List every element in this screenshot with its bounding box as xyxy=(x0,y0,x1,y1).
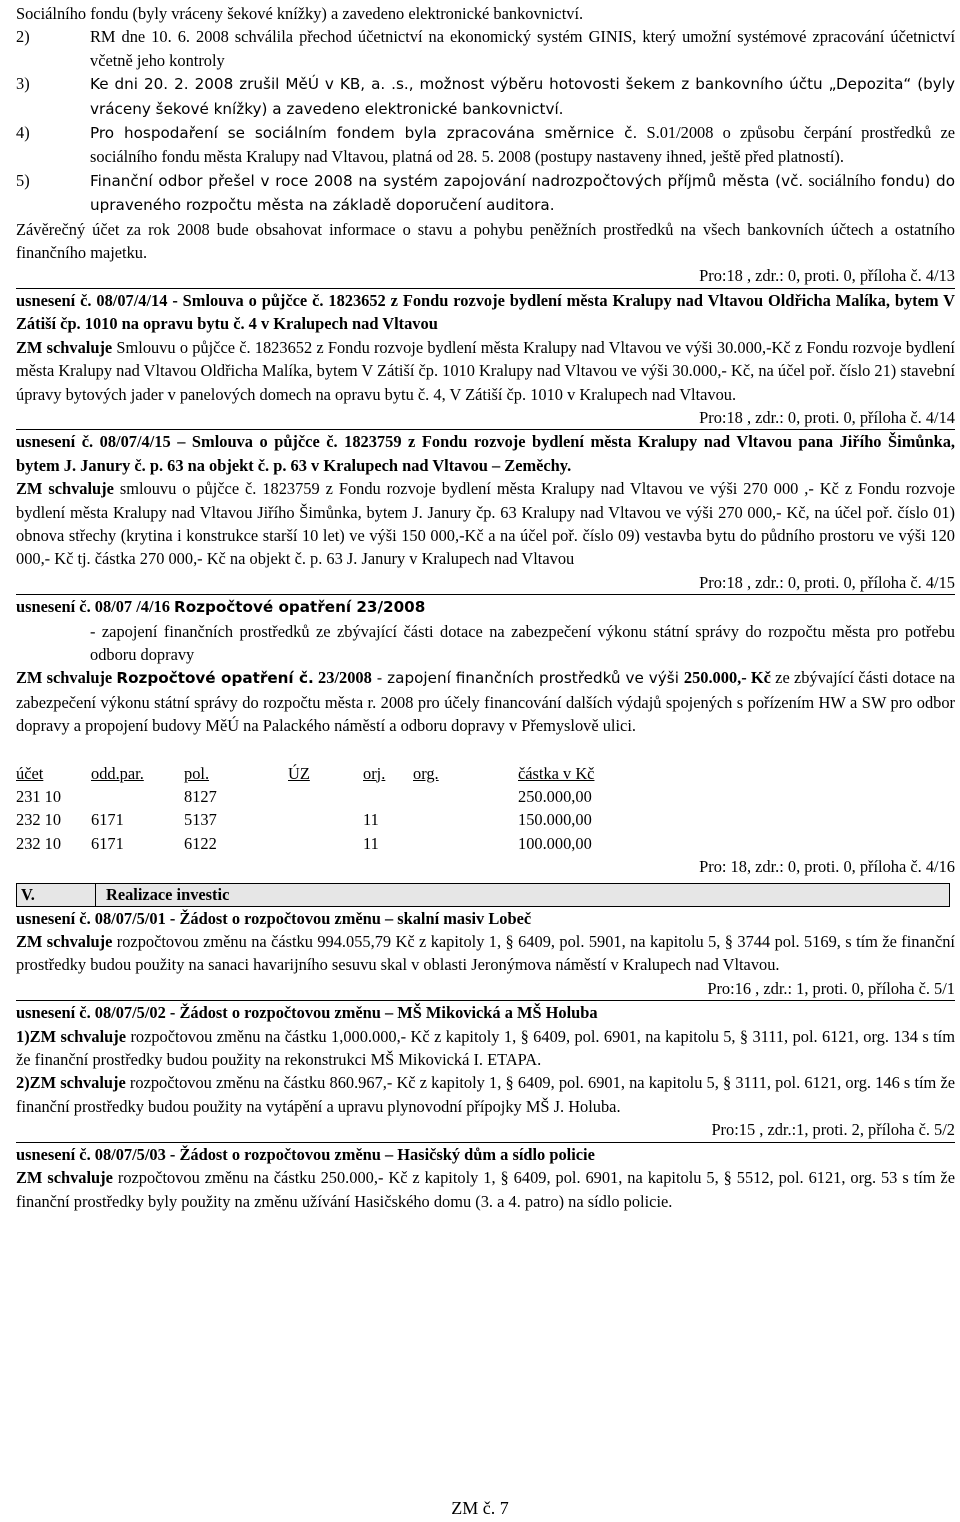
approval-label: 2)ZM schvaluje xyxy=(16,1073,126,1093)
resolution-heading: usnesení č. 08/07/5/01 - Žádost o rozpočtovou změnu – skalní masiv Lobeč xyxy=(16,908,532,928)
table-cell xyxy=(288,832,363,855)
table-cell: 6171 xyxy=(91,810,124,830)
table-header: odd.par. xyxy=(91,763,144,783)
list-item-3 xyxy=(16,72,955,121)
table-cell: 232 10 xyxy=(16,810,62,830)
table-row xyxy=(16,832,638,855)
resolution-text xyxy=(16,1166,955,1213)
vote-result: Pro:18 , zdr.: 0, proti. 0, příloha č. 4/15 xyxy=(699,572,955,592)
list-text: sociálního xyxy=(803,170,876,190)
list-number: 2) xyxy=(16,27,30,47)
resolution-body: - zapojení finančních prostředků ve výši xyxy=(371,669,684,688)
list-item-2 xyxy=(16,25,955,72)
table-cell: 150.000,00 xyxy=(518,810,592,830)
list-number: 3) xyxy=(16,74,30,94)
list-number: 5) xyxy=(16,170,30,190)
table-cell: 232 10 xyxy=(16,833,62,853)
resolution-text xyxy=(16,930,955,977)
table-header-row xyxy=(16,762,638,785)
resolution-purpose: - zapojení finančních prostředků ze zbývající části dotace na zabezpečení výkonu státní správy do rozpočtu města pro potřebu odboru dopravy xyxy=(90,621,955,664)
table-cell: 250.000,00 xyxy=(518,787,592,806)
resolution-body: ze zbývající části dotace na zabezpečení výkonu státní správy do rozpočtu města r. 2008 pro účely financování dalších výdajů spojených s pořízením HW a SW pro odbor dopravy a propojení budovy MěÚ na Palackého náměstí a odboru dopravy v Přemyslově ulici. xyxy=(16,668,955,736)
approval-label: ZM schvaluje xyxy=(16,1168,113,1188)
resolution-body: rozpočtovou změnu na částku 860.967,- Kč z kapitoly 1, § 6409, pol. 6901, na kapitolu 5, § 3111, pol. 6121, org. 146 s tím že finanční prostředky budou použity na vytápění a upravu plynovodní přípojky MŠ J. Holuba. xyxy=(16,1073,956,1116)
table-cell xyxy=(91,785,184,808)
resolution-heading: usnesení č. 08/07/4/15 – Smlouva o půjčce č. 1823759 z Fondu rozvoje bydlení města Kralupy nad Vltavou pana Jiřího Šimůnka, bytem J. Janury č. p. 63 na objekt č. p. 63 v Kralupech nad Vltavou – Zeměchy. xyxy=(16,432,955,475)
resolution-heading: usnesení č. 08/07/5/02 - Žádost o rozpočtovou změnu – MŠ Mikovická a MŠ Holuba xyxy=(16,1003,598,1023)
resolution-5-03 xyxy=(16,1142,955,1213)
table-cell xyxy=(413,785,518,808)
resolution-heading: usnesení č. 08/07/5/03 - Žádost o rozpočtovou změnu – Hasičský dům a sídlo policie xyxy=(16,1144,595,1164)
approval-label: ZM schvaluje xyxy=(16,337,113,357)
approval-label: 1)ZM schvaluje xyxy=(16,1026,127,1046)
resolution-title: Rozpočtové opatření 23/2008 xyxy=(174,598,426,617)
page-footer: ZM č. 7 xyxy=(451,1498,509,1518)
resolution-text xyxy=(16,666,955,737)
resolution-4-14 xyxy=(16,288,955,429)
table-cell xyxy=(363,785,413,808)
document-body xyxy=(16,2,955,1213)
table-header: ÚZ xyxy=(288,763,310,783)
resolution-text xyxy=(16,477,955,571)
paragraph-continuation: Sociálního fondu (byly vráceny šekové knížky) a zavedeno elektronické bankovnictví. xyxy=(16,4,584,23)
approval-label: ZM schvaluje xyxy=(16,668,117,688)
list-item-5 xyxy=(16,169,955,218)
list-item-4 xyxy=(16,121,955,169)
budget-table xyxy=(16,762,638,856)
final-account-paragraph: Závěrečný účet za rok 2008 bude obsahovat informace o stavu a pohybu peněžních prostředků na všech bankovních účtech a ostatního finančního majetku. xyxy=(16,219,955,263)
resolution-4-16 xyxy=(16,594,955,878)
resolution-body: rozpočtovou změnu na částku 1,000.000,- Kč z kapitoly 1, § 6409, pol. 6901, na kapitolu 5, § 3111, pol. 6121, org. 134 s tím že finanční prostředky budou použity na rekonstrukci MŠ Mikovická I. ETAPA. xyxy=(16,1026,955,1070)
approval-label: ZM schvaluje xyxy=(16,932,113,952)
amount: 250.000,- Kč xyxy=(683,668,771,688)
vote-result: Pro:16 , zdr.: 1, proti. 0, příloha č. 5/1 xyxy=(707,978,955,998)
resolution-text xyxy=(16,1025,955,1072)
table-cell: 100.000,00 xyxy=(518,833,592,853)
resolution-body: rozpočtovou změnu na částku 250.000,- Kč z kapitoly 1, § 6409, pol. 6901, na kapitolu 5, § 5512, pol. 6121, org. 53 s tím že finanční prostředky byly použity na změnu užívání Hasičského domu (3. a 4. patro) na sídlo policie. xyxy=(16,1168,955,1211)
approval-label: ZM schvaluje xyxy=(16,479,114,499)
list-text: Pro hospodaření se sociálním fondem byla zpracována směrnice č. xyxy=(90,124,638,143)
table-row xyxy=(16,785,638,808)
table-cell xyxy=(288,785,363,808)
resolution-heading: usnesení č. 08/07/4/14 - Smlouva o půjčce č. 1823652 z Fondu rozvoje bydlení města Kralupy nad Vltavou Oldřicha Malíka, bytem V Zátiší čp. 1010 na opravu bytu č. 4 v Kralupech nad Vltavou xyxy=(16,290,955,334)
table-row xyxy=(16,808,638,831)
section-title: Realizace investic xyxy=(106,884,230,904)
measure-label: Rozpočtové opatření č. xyxy=(116,669,314,688)
list-number: 4) xyxy=(16,123,30,143)
table-header: org. xyxy=(413,763,439,783)
table-header: účet xyxy=(16,763,44,783)
table-header: orj. xyxy=(363,763,386,783)
vote-result: Pro: 18, zdr.: 0, proti. 0, příloha č. 4/16 xyxy=(699,857,955,877)
vote-result: Pro:18 , zdr.: 0, proti. 0, příloha č. 4/13 xyxy=(699,266,955,286)
table-cell: 6171 xyxy=(91,833,124,853)
table-header: částka v Kč xyxy=(518,763,595,783)
measure-number: 23/2008 xyxy=(313,668,372,688)
resolution-body: smlouvu o půjčce č. 1823759 z Fondu rozvoje bydlení města Kralupy nad Vltavou ve výši 270 000 ,- Kč z Fondu rozvoje bydlení města Kralupy nad Vltavou Jiřího Šimůnka, bytem J. Janury čp. 63 Kralupy nad Vltavou ve výši 270 000,- Kč, na účel poř. číslo 01) obnova střechy (krytina i konstrukce starší 10 let) ve výši 150 000,-Kč a na účel poř. číslo 09) vestavba bytu do půdního prostoru ve výši 120 000,- Kč tj. částka 270 000,- Kč na objekt č. p. 63 J. Janury v Kralupech nad Vltavou xyxy=(16,479,955,569)
resolution-body: rozpočtovou změnu na částku 994.055,79 Kč z kapitoly 1, § 6409, pol. 5901, na kapitolu 5, § 3744 pol. 5169, s tím že finanční prostředky budou použity na sanaci havarijního sesuvu skal v oblasti Jeronýmova náměstí v Kralupech nad Vltavou. xyxy=(16,932,955,975)
list-text: Finanční odbor přešel v roce 2008 na systém zapojování nadrozpočtových příjmů města (vč. xyxy=(90,171,804,190)
resolution-5-02 xyxy=(16,1000,955,1141)
table-cell xyxy=(288,808,363,831)
table-cell: 5137 xyxy=(184,810,217,830)
vote-result: Pro:15 , zdr.:1, proti. 2, příloha č. 5/2 xyxy=(711,1120,955,1140)
table-header: pol. xyxy=(184,763,210,783)
table-cell: 6122 xyxy=(184,833,217,853)
table-cell xyxy=(413,832,518,855)
resolution-4-15 xyxy=(16,429,955,594)
section-header xyxy=(16,883,950,907)
table-cell: 8127 xyxy=(184,787,217,806)
table-cell xyxy=(413,808,518,831)
resolution-5-01 xyxy=(16,907,955,1001)
section-number: V. xyxy=(17,884,96,906)
list-text: Ke dni 20. 2. 2008 zrušil MěÚ v KB, a. .s., možnost výběru hotovosti šekem z bankovního účtu „Depozita“ (byly vráceny šekové knížky) a zavedeno elektronické bankovnictví. xyxy=(90,75,955,118)
resolution-text xyxy=(16,336,955,406)
resolution-number: usnesení č. 08/07 /4/16 xyxy=(16,597,174,617)
table-cell: 11 xyxy=(363,810,379,830)
resolution-heading xyxy=(16,595,955,619)
vote-result: Pro:18 , zdr.: 0, proti. 0, příloha č. 4/14 xyxy=(699,407,955,427)
list-text: RM dne 10. 6. 2008 schválila přechod účetnictví na ekonomický systém GINIS, který umožní systémové zpracování účetnictví včetně jeho kontroly xyxy=(90,27,955,70)
resolution-text xyxy=(16,1071,955,1118)
resolution-body: Smlouvu o půjčce č. 1823652 z Fondu rozvoje bydlení města Kralupy nad Vltavou ve výši 30.000,-Kč z Fondu rozvoje bydlení města Kralupy nad Vltavou Oldřicha Malíka, bytem V Zátiší čp. 1010 Kralupy nad Vltavou ve výši 30.000,- Kč, na účel poř. číslo 21) stavební úpravy bytových jader v panelových domech na opravu bytu č. 4, V Zátiší čp. 1010 v Kralupech nad Vltavou. xyxy=(16,337,955,404)
list-text: fondu) do upraveného rozpočtu města na základě doporučení auditora. xyxy=(90,171,955,215)
table-cell: 11 xyxy=(363,833,379,853)
table-cell: 231 10 xyxy=(16,787,62,806)
list-text: S.01/2008 o způsobu čerpání prostředků ze sociálního fondu města Kralupy nad Vltavou, platná od 28. 5. 2008 (postupy nastaveny ihned, ještě před platností). xyxy=(90,123,955,167)
